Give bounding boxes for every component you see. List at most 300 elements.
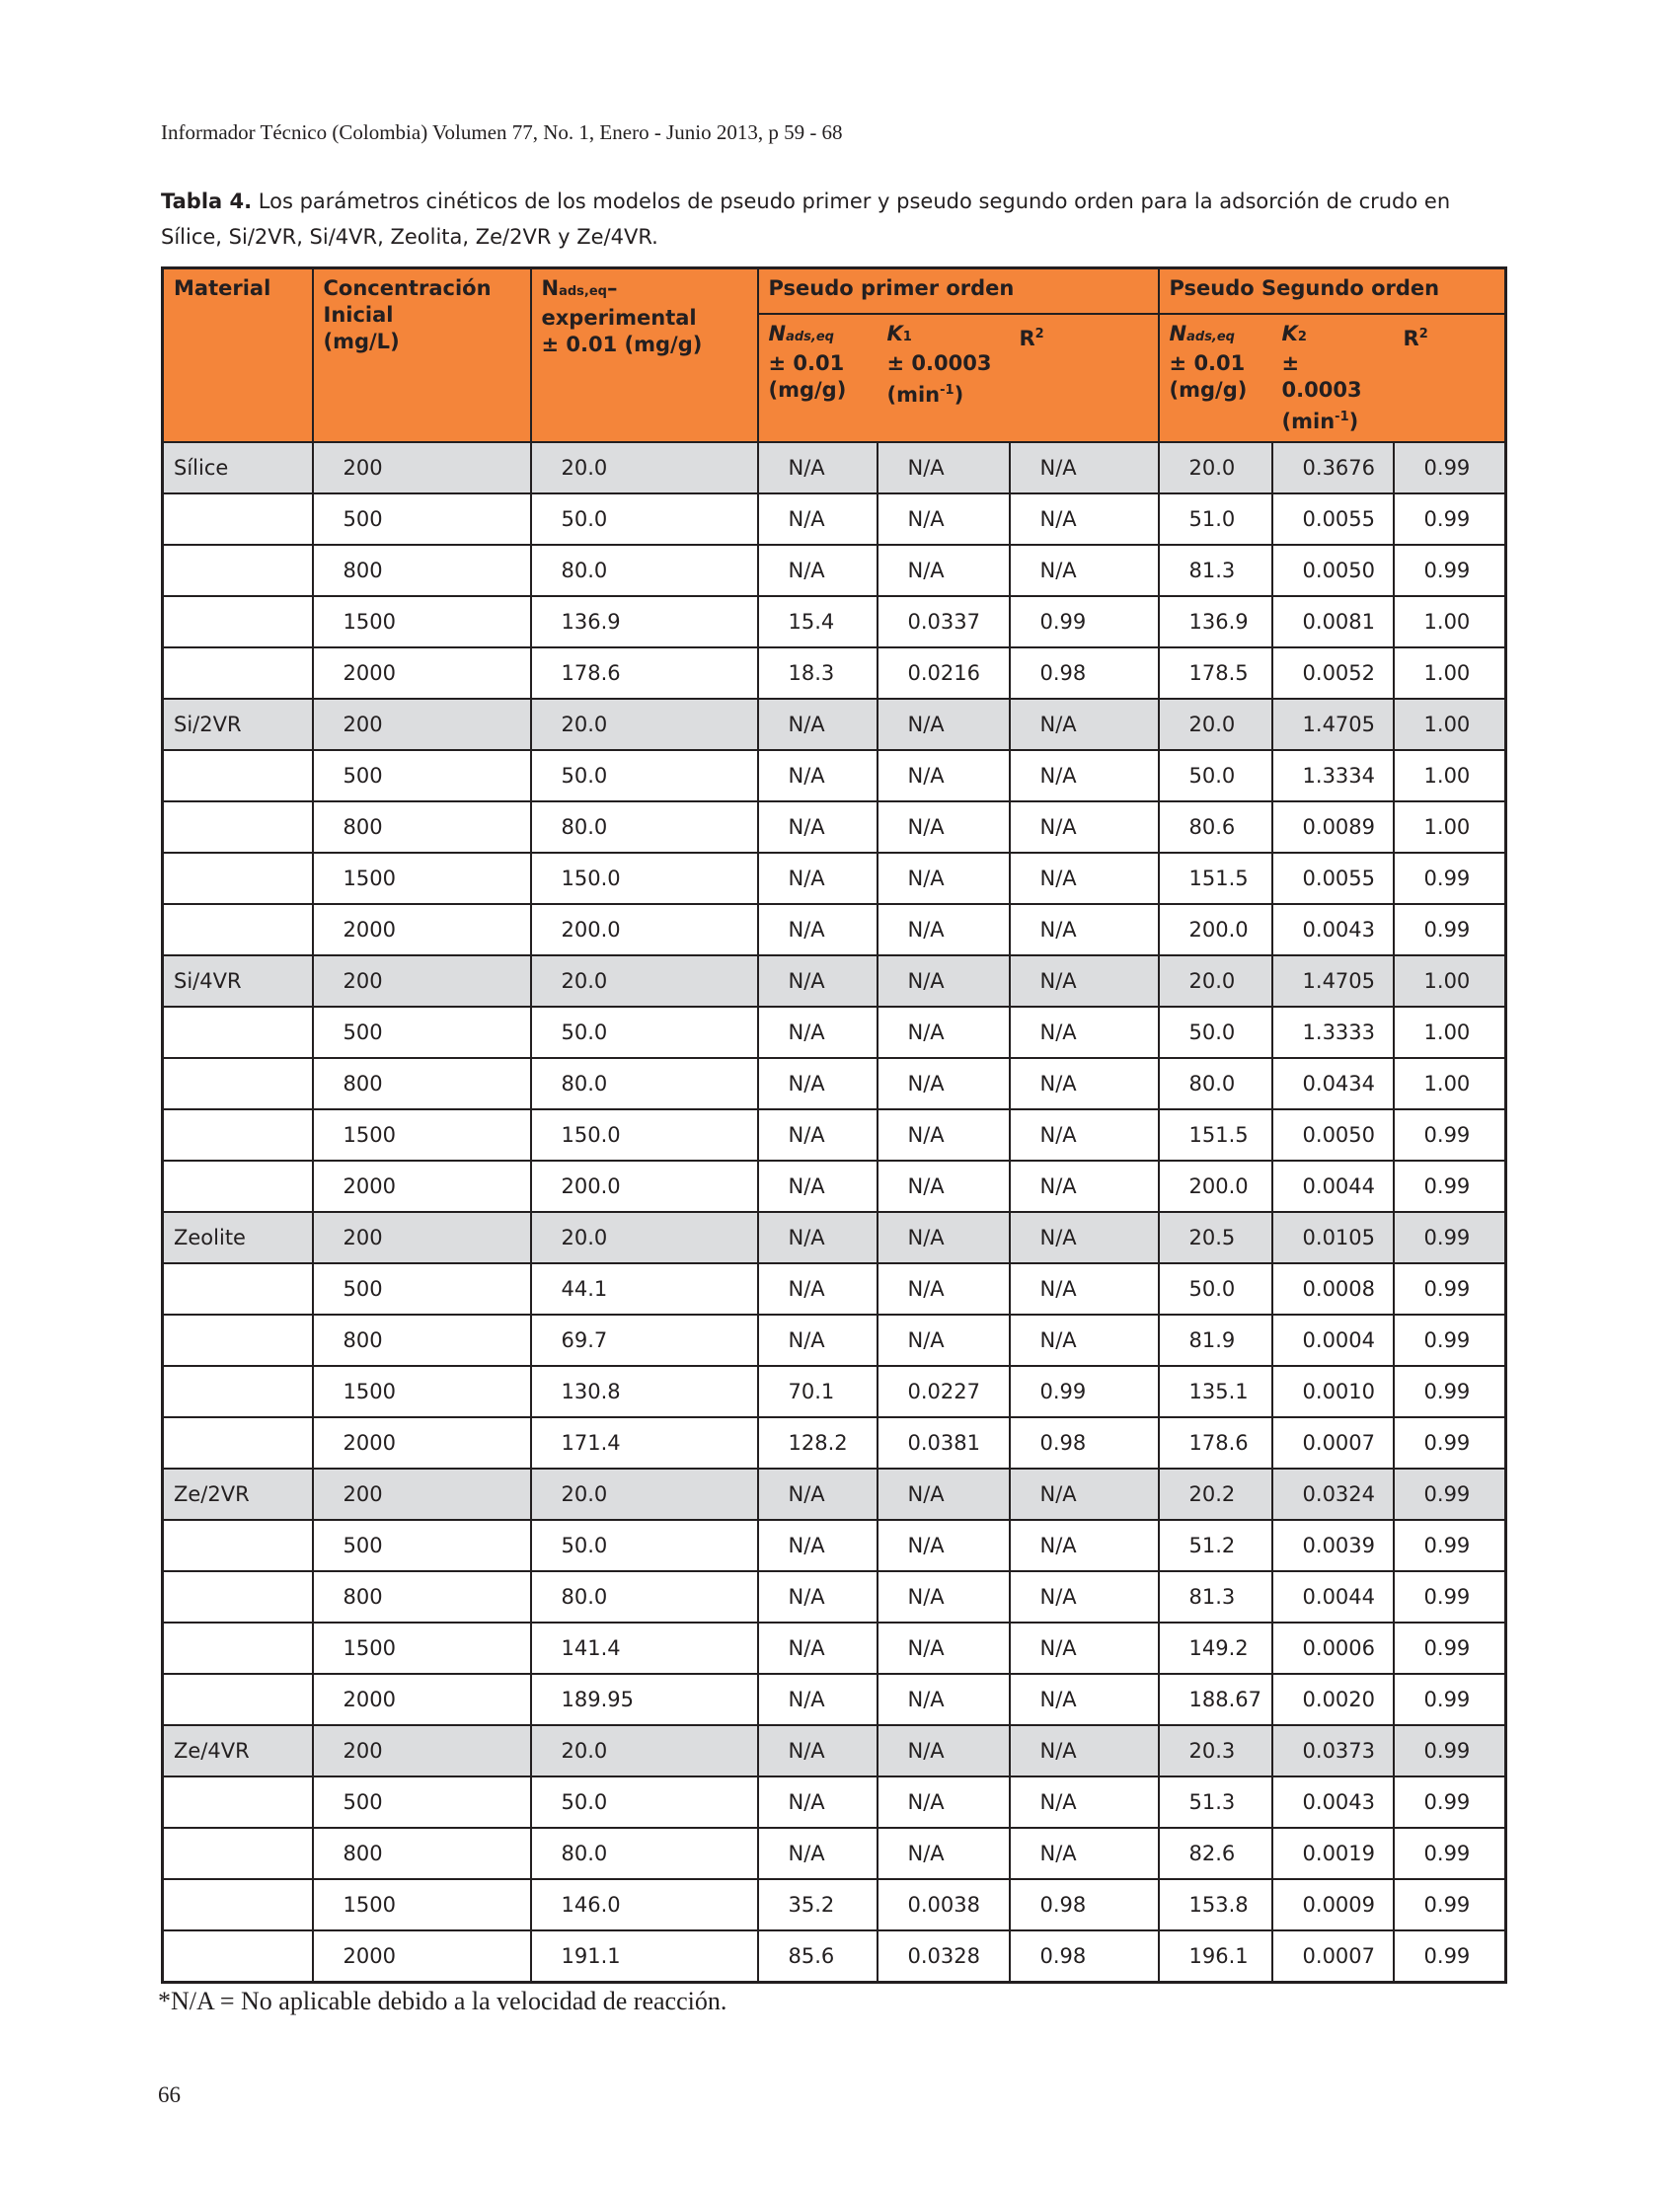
cell-n-experimental: 80.0: [531, 801, 758, 853]
cell-n-experimental: 20.0: [531, 699, 758, 750]
cell-p2-r2: 0.99: [1394, 1161, 1506, 1212]
cell-p2-r2: 0.99: [1394, 1879, 1506, 1930]
cell-p2-k2: 0.0324: [1272, 1469, 1394, 1520]
cell-p2-k2: 0.0039: [1272, 1520, 1394, 1571]
cell-p1-k1: N/A: [878, 1007, 1010, 1058]
cell-p1-r2: N/A: [1010, 1263, 1159, 1315]
cell-p2-k2: 0.0052: [1272, 647, 1394, 699]
table-row: [163, 1828, 1506, 1879]
cell-p2-k2: 0.0020: [1272, 1674, 1394, 1725]
cell-p2-r2: 0.99: [1394, 1212, 1506, 1263]
cell-p1-k1: N/A: [878, 1469, 1010, 1520]
table-row: [163, 853, 1506, 904]
cell-p2-r2: 1.00: [1394, 699, 1506, 750]
cell-p2-r2: 1.00: [1394, 647, 1506, 699]
header-pseudo-first-order: Pseudo primer orden: [758, 268, 1159, 314]
cell-p2-n-ads: 20.0: [1159, 955, 1272, 1007]
cell-p2-n-ads: 178.6: [1159, 1417, 1272, 1469]
cell-p2-n-ads: 153.8: [1159, 1879, 1272, 1930]
cell-concentration: 200: [313, 955, 531, 1007]
cell-p1-k1: N/A: [878, 1315, 1010, 1366]
cell-p1-n-ads: N/A: [758, 1623, 878, 1674]
cell-p2-r2: 0.99: [1394, 853, 1506, 904]
cell-p1-r2: N/A: [1010, 1776, 1159, 1828]
table-row: [163, 750, 1506, 801]
cell-concentration: 800: [313, 1058, 531, 1109]
cell-p2-k2: 0.3676: [1272, 442, 1394, 493]
cell-n-experimental: 171.4: [531, 1417, 758, 1469]
cell-p1-k1: N/A: [878, 699, 1010, 750]
cell-p1-r2: N/A: [1010, 1007, 1159, 1058]
table-row: [163, 545, 1506, 596]
cell-concentration: 200: [313, 442, 531, 493]
cell-p1-k1: N/A: [878, 1161, 1010, 1212]
cell-material: [163, 647, 313, 699]
cell-p2-k2: 1.4705: [1272, 699, 1394, 750]
cell-material: Sílice: [163, 442, 313, 493]
cell-p2-k2: 0.0055: [1272, 493, 1394, 545]
cell-concentration: 1500: [313, 1366, 531, 1417]
cell-p1-k1: N/A: [878, 1109, 1010, 1161]
cell-concentration: 2000: [313, 1161, 531, 1212]
cell-p1-r2: N/A: [1010, 1725, 1159, 1776]
table-row: [163, 955, 1506, 1007]
cell-p1-r2: N/A: [1010, 493, 1159, 545]
cell-n-experimental: 50.0: [531, 1520, 758, 1571]
cell-p1-r2: 0.98: [1010, 647, 1159, 699]
cell-p2-n-ads: 81.3: [1159, 1571, 1272, 1623]
cell-n-experimental: 50.0: [531, 1007, 758, 1058]
cell-p2-n-ads: 200.0: [1159, 904, 1272, 955]
cell-material: Zeolite: [163, 1212, 313, 1263]
cell-p1-n-ads: 85.6: [758, 1930, 878, 1983]
cell-p1-r2: N/A: [1010, 1212, 1159, 1263]
cell-p2-r2: 0.99: [1394, 904, 1506, 955]
table-row: [163, 442, 1506, 493]
cell-p2-r2: 0.99: [1394, 1930, 1506, 1983]
cell-p1-r2: N/A: [1010, 904, 1159, 955]
table-body: [163, 442, 1506, 1983]
cell-p1-n-ads: N/A: [758, 1520, 878, 1571]
cell-concentration: 500: [313, 750, 531, 801]
cell-p2-n-ads: 50.0: [1159, 1007, 1272, 1058]
cell-concentration: 500: [313, 1520, 531, 1571]
cell-p2-k2: 0.0010: [1272, 1366, 1394, 1417]
cell-p2-n-ads: 151.5: [1159, 1109, 1272, 1161]
cell-p2-k2: 1.3334: [1272, 750, 1394, 801]
cell-p2-n-ads: 81.3: [1159, 545, 1272, 596]
table-row: [163, 1623, 1506, 1674]
cell-n-experimental: 200.0: [531, 1161, 758, 1212]
cell-p2-k2: 1.3333: [1272, 1007, 1394, 1058]
cell-concentration: 800: [313, 1571, 531, 1623]
cell-p2-k2: 0.0007: [1272, 1930, 1394, 1983]
cell-p2-r2: 1.00: [1394, 1007, 1506, 1058]
cell-p1-k1: N/A: [878, 1623, 1010, 1674]
cell-concentration: 800: [313, 1315, 531, 1366]
cell-p1-n-ads: 70.1: [758, 1366, 878, 1417]
cell-p1-k1: N/A: [878, 442, 1010, 493]
table-row: [163, 1879, 1506, 1930]
table-row: [163, 647, 1506, 699]
table-row: [163, 1315, 1506, 1366]
cell-p2-n-ads: 51.2: [1159, 1520, 1272, 1571]
cell-p2-k2: 0.0043: [1272, 1776, 1394, 1828]
cell-p2-n-ads: 20.0: [1159, 699, 1272, 750]
cell-p1-r2: 0.98: [1010, 1930, 1159, 1983]
cell-material: Si/4VR: [163, 955, 313, 1007]
cell-p1-k1: 0.0328: [878, 1930, 1010, 1983]
table-row: [163, 1674, 1506, 1725]
cell-concentration: 1500: [313, 853, 531, 904]
cell-concentration: 800: [313, 1828, 531, 1879]
cell-p1-k1: 0.0038: [878, 1879, 1010, 1930]
cell-p1-k1: N/A: [878, 1674, 1010, 1725]
cell-n-experimental: 189.95: [531, 1674, 758, 1725]
table-row: [163, 1469, 1506, 1520]
cell-concentration: 800: [313, 545, 531, 596]
header-p1-k1: K1 ± 0.0003 $(\min^{-1})$: [878, 314, 1010, 442]
cell-concentration: 2000: [313, 1930, 531, 1983]
cell-p2-r2: 0.99: [1394, 1263, 1506, 1315]
cell-p2-n-ads: 20.2: [1159, 1469, 1272, 1520]
cell-p1-k1: N/A: [878, 853, 1010, 904]
cell-n-experimental: 130.8: [531, 1366, 758, 1417]
running-head: Informador Técnico (Colombia) Volumen 77, No. 1, Enero - Junio 2013, p 59 - 68: [161, 120, 843, 144]
cell-material: [163, 1109, 313, 1161]
cell-p2-r2: 0.99: [1394, 1776, 1506, 1828]
page-number: 66: [158, 2082, 181, 2107]
cell-p2-k2: 0.0008: [1272, 1263, 1394, 1315]
cell-material: [163, 1263, 313, 1315]
cell-p1-k1: 0.0381: [878, 1417, 1010, 1469]
cell-p1-r2: N/A: [1010, 1315, 1159, 1366]
table-row: [163, 1161, 1506, 1212]
cell-material: [163, 1930, 313, 1983]
footnote: *N/A = No aplicable debido a la velocidad de reacción.: [158, 1987, 727, 2015]
cell-n-experimental: 69.7: [531, 1315, 758, 1366]
cell-concentration: 800: [313, 801, 531, 853]
cell-material: [163, 493, 313, 545]
table-row: [163, 493, 1506, 545]
table-row: [163, 596, 1506, 647]
cell-material: [163, 1571, 313, 1623]
cell-p2-n-ads: 50.0: [1159, 1263, 1272, 1315]
caption-text: Los parámetros cinéticos de los modelos de pseudo primer y pseudo segundo orden para la adsorción de crudo en Sílice, Si/2VR, Si/4VR, Zeolita, Ze/2VR y Ze/4VR.: [161, 189, 1451, 249]
table-row: [163, 1109, 1506, 1161]
cell-p2-r2: 0.99: [1394, 1109, 1506, 1161]
cell-p1-r2: N/A: [1010, 801, 1159, 853]
table-row: [163, 1007, 1506, 1058]
header-pseudo-second-order: Pseudo Segundo orden: [1159, 268, 1506, 314]
cell-n-experimental: 146.0: [531, 1879, 758, 1930]
cell-p1-k1: 0.0337: [878, 596, 1010, 647]
cell-p2-n-ads: 196.1: [1159, 1930, 1272, 1983]
cell-material: Si/2VR: [163, 699, 313, 750]
cell-p2-r2: 0.99: [1394, 1366, 1506, 1417]
cell-p1-k1: N/A: [878, 493, 1010, 545]
cell-p1-r2: N/A: [1010, 1571, 1159, 1623]
cell-p1-k1: 0.0216: [878, 647, 1010, 699]
cell-material: [163, 596, 313, 647]
cell-p1-r2: N/A: [1010, 1109, 1159, 1161]
cell-material: [163, 1776, 313, 1828]
cell-p1-n-ads: N/A: [758, 493, 878, 545]
cell-concentration: 200: [313, 1469, 531, 1520]
cell-p1-k1: N/A: [878, 1263, 1010, 1315]
cell-p2-r2: 1.00: [1394, 596, 1506, 647]
cell-p1-r2: 0.98: [1010, 1879, 1159, 1930]
cell-p2-n-ads: 51.0: [1159, 493, 1272, 545]
cell-material: [163, 1623, 313, 1674]
cell-p2-r2: 0.99: [1394, 1469, 1506, 1520]
cell-p1-k1: N/A: [878, 545, 1010, 596]
cell-material: [163, 1879, 313, 1930]
cell-p1-n-ads: N/A: [758, 1161, 878, 1212]
cell-p2-r2: 0.99: [1394, 1315, 1506, 1366]
cell-p1-n-ads: N/A: [758, 1007, 878, 1058]
cell-p2-k2: 0.0043: [1272, 904, 1394, 955]
cell-p1-n-ads: N/A: [758, 1109, 878, 1161]
cell-p1-r2: N/A: [1010, 750, 1159, 801]
cell-p2-n-ads: 178.5: [1159, 647, 1272, 699]
cell-n-experimental: 44.1: [531, 1263, 758, 1315]
cell-p1-k1: N/A: [878, 1520, 1010, 1571]
cell-p2-r2: 0.99: [1394, 1725, 1506, 1776]
cell-p1-n-ads: N/A: [758, 545, 878, 596]
cell-p1-n-ads: N/A: [758, 801, 878, 853]
cell-p2-n-ads: 80.6: [1159, 801, 1272, 853]
cell-p1-k1: N/A: [878, 750, 1010, 801]
cell-p2-k2: 1.4705: [1272, 955, 1394, 1007]
cell-p1-r2: N/A: [1010, 1520, 1159, 1571]
cell-p1-r2: N/A: [1010, 853, 1159, 904]
cell-n-experimental: 50.0: [531, 750, 758, 801]
table-row: [163, 1776, 1506, 1828]
cell-material: [163, 904, 313, 955]
cell-p2-n-ads: 188.67: [1159, 1674, 1272, 1725]
cell-p1-k1: N/A: [878, 1828, 1010, 1879]
table-row: [163, 1212, 1506, 1263]
cell-p1-r2: N/A: [1010, 699, 1159, 750]
cell-concentration: 500: [313, 493, 531, 545]
cell-material: [163, 1674, 313, 1725]
table-row: [163, 1930, 1506, 1983]
cell-material: [163, 1417, 313, 1469]
cell-p1-k1: N/A: [878, 955, 1010, 1007]
cell-p2-r2: 1.00: [1394, 750, 1506, 801]
cell-n-experimental: 150.0: [531, 853, 758, 904]
cell-concentration: 2000: [313, 1674, 531, 1725]
cell-n-experimental: 20.0: [531, 442, 758, 493]
kinetics-table: [161, 266, 1507, 1984]
cell-p1-n-ads: N/A: [758, 1058, 878, 1109]
cell-p2-r2: 0.99: [1394, 545, 1506, 596]
cell-p1-r2: N/A: [1010, 442, 1159, 493]
cell-p2-n-ads: 151.5: [1159, 853, 1272, 904]
cell-p2-k2: 0.0050: [1272, 1109, 1394, 1161]
cell-p2-n-ads: 200.0: [1159, 1161, 1272, 1212]
cell-material: [163, 1161, 313, 1212]
cell-material: [163, 1315, 313, 1366]
cell-n-experimental: 80.0: [531, 1828, 758, 1879]
cell-n-experimental: 80.0: [531, 1058, 758, 1109]
cell-material: [163, 750, 313, 801]
cell-p1-k1: 0.0227: [878, 1366, 1010, 1417]
cell-n-experimental: 20.0: [531, 1212, 758, 1263]
cell-material: [163, 1007, 313, 1058]
cell-p1-r2: N/A: [1010, 1469, 1159, 1520]
header-p1-r2: $R^2$: [1010, 314, 1159, 442]
table-row: [163, 904, 1506, 955]
header-n-experimental: Nads,eq– experimental ± 0.01 (mg/g): [531, 268, 758, 442]
cell-p2-k2: 0.0006: [1272, 1623, 1394, 1674]
header-p2-r2: $R^2$: [1394, 314, 1506, 442]
cell-p1-k1: N/A: [878, 1571, 1010, 1623]
table-row: [163, 1417, 1506, 1469]
cell-p1-k1: N/A: [878, 1212, 1010, 1263]
cell-p2-r2: 0.99: [1394, 1828, 1506, 1879]
cell-concentration: 1500: [313, 596, 531, 647]
cell-p1-r2: 0.99: [1010, 596, 1159, 647]
cell-p2-k2: 0.0019: [1272, 1828, 1394, 1879]
cell-n-experimental: 200.0: [531, 904, 758, 955]
cell-p2-r2: 0.99: [1394, 1623, 1506, 1674]
cell-concentration: 500: [313, 1007, 531, 1058]
cell-p2-k2: 0.0009: [1272, 1879, 1394, 1930]
cell-n-experimental: 20.0: [531, 1725, 758, 1776]
cell-p2-n-ads: 82.6: [1159, 1828, 1272, 1879]
cell-p2-r2: 1.00: [1394, 955, 1506, 1007]
cell-material: [163, 1058, 313, 1109]
cell-n-experimental: 80.0: [531, 545, 758, 596]
cell-p1-n-ads: N/A: [758, 1776, 878, 1828]
cell-p2-k2: 0.0434: [1272, 1058, 1394, 1109]
cell-material: Ze/2VR: [163, 1469, 313, 1520]
cell-concentration: 200: [313, 1212, 531, 1263]
header-material: Material: [163, 268, 313, 442]
cell-n-experimental: 141.4: [531, 1623, 758, 1674]
cell-p2-r2: 0.99: [1394, 1674, 1506, 1725]
cell-material: [163, 853, 313, 904]
cell-p1-r2: N/A: [1010, 545, 1159, 596]
cell-n-experimental: 20.0: [531, 1469, 758, 1520]
cell-concentration: 1500: [313, 1623, 531, 1674]
cell-p1-n-ads: N/A: [758, 1212, 878, 1263]
cell-p1-n-ads: 35.2: [758, 1879, 878, 1930]
cell-p2-n-ads: 81.9: [1159, 1315, 1272, 1366]
cell-p2-k2: 0.0373: [1272, 1725, 1394, 1776]
cell-p2-n-ads: 149.2: [1159, 1623, 1272, 1674]
cell-p1-n-ads: N/A: [758, 1725, 878, 1776]
cell-p2-r2: 0.99: [1394, 1520, 1506, 1571]
cell-p2-k2: 0.0055: [1272, 853, 1394, 904]
table-row: [163, 1725, 1506, 1776]
cell-concentration: 2000: [313, 904, 531, 955]
header-concentration: Concentración Inicial (mg/L): [313, 268, 531, 442]
table-caption: [161, 184, 1503, 255]
cell-concentration: 200: [313, 1725, 531, 1776]
cell-p2-k2: 0.0089: [1272, 801, 1394, 853]
cell-p1-k1: N/A: [878, 904, 1010, 955]
cell-p1-n-ads: 15.4: [758, 596, 878, 647]
cell-p2-n-ads: 20.5: [1159, 1212, 1272, 1263]
cell-concentration: 1500: [313, 1109, 531, 1161]
cell-p1-n-ads: N/A: [758, 853, 878, 904]
table-row: [163, 1366, 1506, 1417]
header-p2-n-ads: Nads,eq ± 0.01 (mg/g): [1159, 314, 1272, 442]
cell-material: [163, 1366, 313, 1417]
cell-p2-n-ads: 135.1: [1159, 1366, 1272, 1417]
cell-p2-n-ads: 20.3: [1159, 1725, 1272, 1776]
cell-p2-n-ads: 20.0: [1159, 442, 1272, 493]
cell-p1-n-ads: N/A: [758, 1263, 878, 1315]
cell-p1-k1: N/A: [878, 1058, 1010, 1109]
cell-p1-n-ads: 128.2: [758, 1417, 878, 1469]
cell-p1-r2: N/A: [1010, 1674, 1159, 1725]
cell-p2-r2: 0.99: [1394, 1417, 1506, 1469]
cell-p1-n-ads: 18.3: [758, 647, 878, 699]
cell-n-experimental: 20.0: [531, 955, 758, 1007]
cell-p1-n-ads: N/A: [758, 750, 878, 801]
cell-p1-n-ads: N/A: [758, 1469, 878, 1520]
cell-concentration: 2000: [313, 1417, 531, 1469]
cell-p2-k2: 0.0044: [1272, 1161, 1394, 1212]
cell-p1-k1: N/A: [878, 1776, 1010, 1828]
cell-concentration: 1500: [313, 1879, 531, 1930]
caption-label: Tabla 4.: [161, 189, 253, 213]
cell-p1-n-ads: N/A: [758, 1315, 878, 1366]
cell-p2-k2: 0.0050: [1272, 545, 1394, 596]
cell-p1-r2: N/A: [1010, 1828, 1159, 1879]
cell-p1-n-ads: N/A: [758, 442, 878, 493]
cell-p1-k1: N/A: [878, 801, 1010, 853]
cell-n-experimental: 50.0: [531, 1776, 758, 1828]
cell-material: Ze/4VR: [163, 1725, 313, 1776]
cell-p1-n-ads: N/A: [758, 1571, 878, 1623]
table-row: [163, 1058, 1506, 1109]
cell-p1-n-ads: N/A: [758, 955, 878, 1007]
cell-p1-r2: N/A: [1010, 1623, 1159, 1674]
cell-p2-k2: 0.0007: [1272, 1417, 1394, 1469]
cell-p2-r2: 0.99: [1394, 493, 1506, 545]
cell-p1-n-ads: N/A: [758, 904, 878, 955]
cell-p2-n-ads: 51.3: [1159, 1776, 1272, 1828]
cell-p2-k2: 0.0081: [1272, 596, 1394, 647]
cell-material: [163, 545, 313, 596]
cell-p1-k1: N/A: [878, 1725, 1010, 1776]
cell-n-experimental: 80.0: [531, 1571, 758, 1623]
cell-concentration: 500: [313, 1263, 531, 1315]
cell-n-experimental: 50.0: [531, 493, 758, 545]
cell-p2-k2: 0.0105: [1272, 1212, 1394, 1263]
cell-p1-r2: 0.99: [1010, 1366, 1159, 1417]
table-row: [163, 1571, 1506, 1623]
header-p1-n-ads: Nads,eq ± 0.01 (mg/g): [758, 314, 878, 442]
cell-n-experimental: 150.0: [531, 1109, 758, 1161]
cell-n-experimental: 136.9: [531, 596, 758, 647]
cell-n-experimental: 191.1: [531, 1930, 758, 1983]
cell-n-experimental: 178.6: [531, 647, 758, 699]
table-row: [163, 801, 1506, 853]
cell-concentration: 200: [313, 699, 531, 750]
cell-material: [163, 801, 313, 853]
cell-p2-k2: 0.0044: [1272, 1571, 1394, 1623]
cell-p1-r2: N/A: [1010, 1161, 1159, 1212]
cell-p1-n-ads: N/A: [758, 1674, 878, 1725]
cell-p2-n-ads: 50.0: [1159, 750, 1272, 801]
cell-p2-n-ads: 136.9: [1159, 596, 1272, 647]
